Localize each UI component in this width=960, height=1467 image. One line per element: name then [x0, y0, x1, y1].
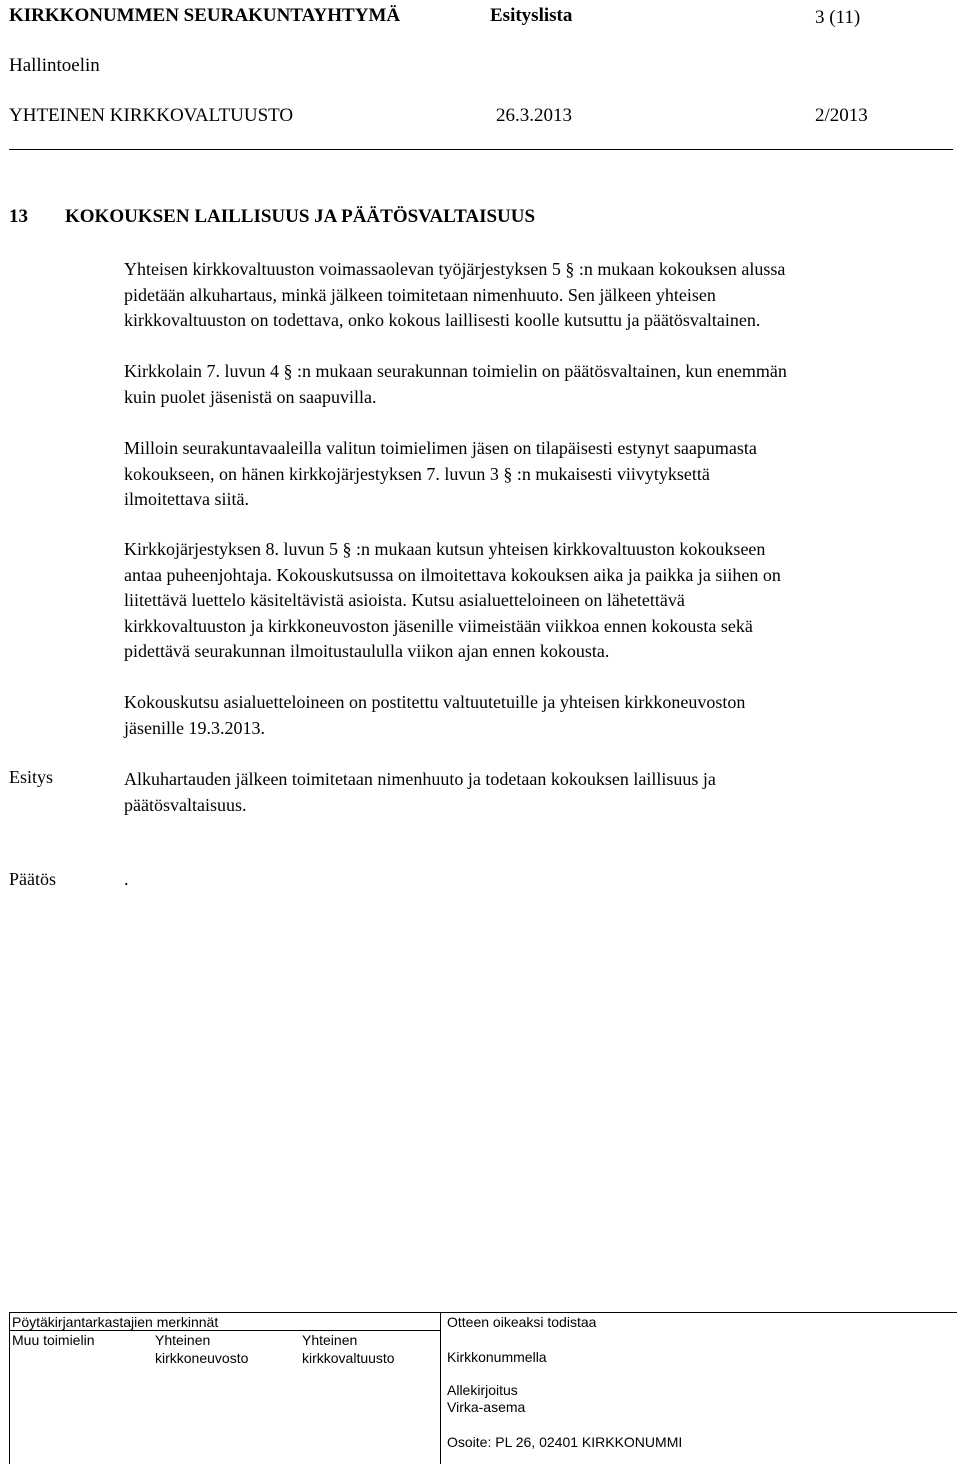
- proposal-text: [124, 767, 944, 818]
- text-line: pidettävä seurakunnan ilmoitustaululla viikon ajan ennen kokousta.: [124, 641, 610, 661]
- body-type-label: Hallintoelin: [9, 55, 100, 76]
- text-line: Yhteisen kirkkovaltuuston voimassaolevan työjärjestyksen 5 § :n mukaan kokouksen alussa: [124, 259, 786, 279]
- body-name: YHTEINEN KIRKKOVALTUUSTO: [9, 105, 294, 126]
- decision-text: .: [124, 869, 129, 889]
- text-line: Kokouskutsu asialuetteloineen on postitettu valtuutetuille ja yhteisen kirkkoneuvoston: [124, 692, 746, 712]
- footer-col-assembly-2: kirkkovaltuusto: [302, 1350, 395, 1366]
- proposal-label: Esitys: [9, 767, 54, 787]
- paragraph-absence-notice: [124, 436, 944, 513]
- footer-col-other-body: Muu toimielin: [12, 1332, 95, 1348]
- footer-middle-border: [440, 1312, 441, 1464]
- text-line: Kirkkojärjestyksen 8. luvun 5 § :n mukaan kutsun yhteisen kirkkovaltuuston kokoukseen: [124, 539, 766, 559]
- text-line: kirkkovaltuuston ja kirkkoneuvoston jäsenille viimeistään viikkoa ennen kokousta sekä: [124, 615, 753, 636]
- item-title: KOKOUKSEN LAILLISUUS JA PÄÄTÖSVALTAISUUS: [65, 206, 536, 227]
- text-line: kokoukseen, on hänen kirkkojärjestyksen 7. luvun 3 § :n mukaisesti viivytyksettä: [124, 463, 710, 484]
- footer-position-label: Virka-asema: [447, 1399, 526, 1415]
- paragraph-meeting-opening: [124, 257, 944, 334]
- text-line: antaa puheenjohtaja. Kokouskutsussa on ilmoitettava kokouksen aika ja paikka ja siihen on: [124, 564, 781, 585]
- meeting-number: 2/2013: [815, 105, 868, 126]
- text-line: pidetään alkuhartaus, minkä jälkeen toimitetaan nimenhuuto. Sen jälkeen yhteisen: [124, 284, 716, 305]
- footer-col-assembly-1: Yhteinen: [302, 1332, 358, 1348]
- text-line: Kirkkolain 7. luvun 4 § :n mukaan seurakunnan toimielin on päätösvaltainen, kun enemmän: [124, 361, 787, 381]
- footer-col-council-1: Yhteinen: [155, 1332, 211, 1348]
- paragraph-quorum-law: [124, 359, 944, 410]
- text-line: liitettävä luettelo käsiteltävistä asioista. Kutsu asialuetteloineen on lähetettävä: [124, 590, 685, 610]
- text-line: kuin puolet jäsenistä on saapuvilla.: [124, 386, 377, 407]
- decision-label: Päätös: [9, 869, 56, 889]
- footer-col-council-2: kirkkoneuvosto: [155, 1350, 249, 1366]
- header-divider: [9, 149, 953, 150]
- paragraph-meeting-invitation: [124, 537, 944, 665]
- footer-address: Osoite: PL 26, 02401 KIRKKONUMMI: [447, 1434, 683, 1450]
- page-number: 3 (11): [815, 7, 861, 28]
- text-line: päätösvaltaisuus.: [124, 794, 247, 815]
- footer-certify-title: Otteen oikeaksi todistaa: [447, 1314, 597, 1330]
- meeting-date: 26.3.2013: [496, 105, 572, 126]
- text-line: jäsenille 19.3.2013.: [124, 717, 265, 738]
- org-name: KIRKKONUMMEN SEURAKUNTAYHTYMÄ: [9, 5, 401, 26]
- footer-place: Kirkkonummella: [447, 1349, 547, 1365]
- text-line: kirkkovaltuuston on todettava, onko kokous laillisesti koolle kutsuttu ja päätösvaltainen.: [124, 310, 761, 330]
- footer-reviewers-title: Pöytäkirjantarkastajien merkinnät: [12, 1314, 219, 1330]
- text-line: Alkuhartauden jälkeen toimitetaan nimenhuuto ja todetaan kokouksen laillisuus ja: [124, 769, 716, 789]
- paragraph-invitation-sent: [124, 690, 944, 741]
- item-number: 13: [9, 206, 28, 227]
- footer-left-border: [9, 1312, 10, 1464]
- text-line: Milloin seurakuntavaaleilla valitun toimielimen jäsen on tilapäisesti estynyt saapumasta: [124, 438, 757, 458]
- footer-signature-label: Allekirjoitus: [447, 1382, 518, 1398]
- doc-type: Esityslista: [490, 5, 573, 26]
- text-line: ilmoitettava siitä.: [124, 489, 249, 509]
